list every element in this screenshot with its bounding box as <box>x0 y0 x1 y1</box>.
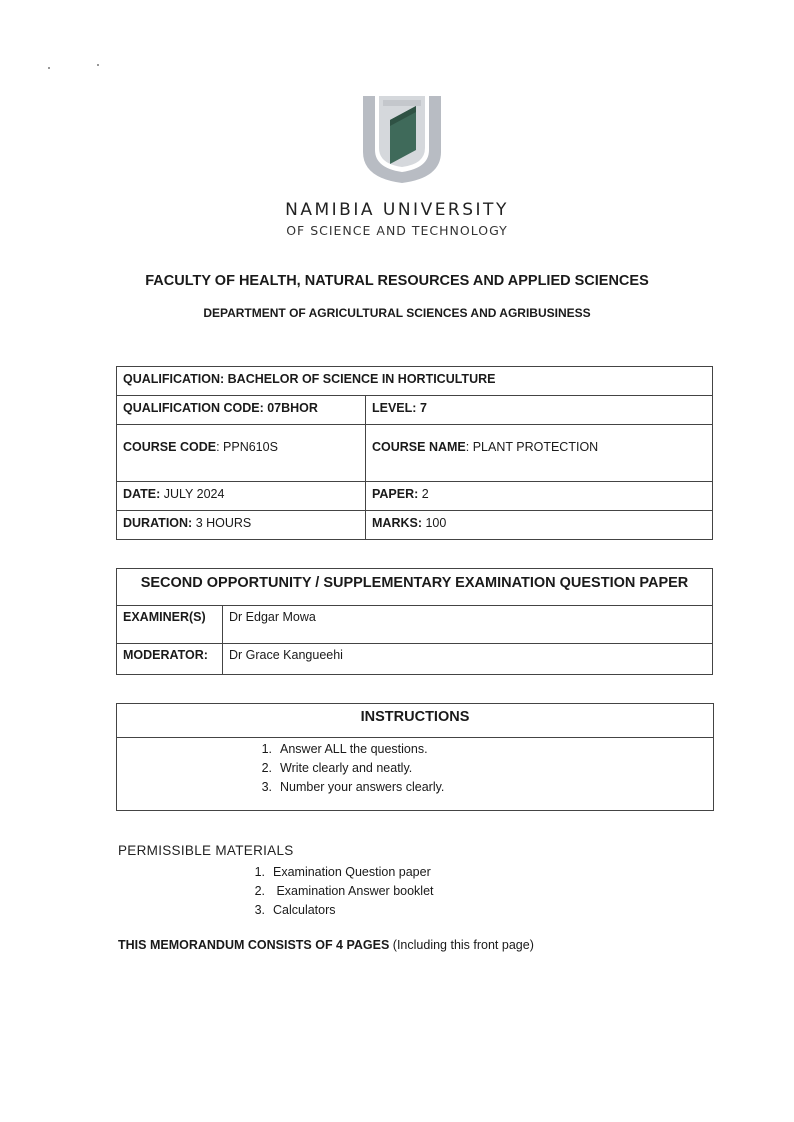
instructions-table <box>116 703 714 811</box>
duration-label: DURATION: <box>123 516 193 530</box>
scan-speck <box>97 64 99 66</box>
exam-title: SECOND OPPORTUNITY / SUPPLEMENTARY EXAMINATION QUESTION PAPER <box>117 569 713 606</box>
department-heading: DEPARTMENT OF AGRICULTURAL SCIENCES AND AGRIBUSINESS <box>203 306 591 320</box>
list-text: Answer ALL the questions. <box>280 742 428 756</box>
instructions-list <box>257 740 444 797</box>
list-text: Examination Question paper <box>273 865 431 879</box>
duration-value: 3 HOURS <box>195 516 252 530</box>
university-shield-logo-icon <box>359 92 445 184</box>
list-item <box>250 882 434 901</box>
moderator-value: Dr Grace Kangueehi <box>223 644 713 675</box>
marks-label: MARKS: <box>372 516 422 530</box>
list-item <box>250 863 434 882</box>
level-label: LEVEL: <box>372 401 417 415</box>
paper-value: 2 <box>421 487 429 501</box>
list-number: 3. <box>254 903 265 917</box>
qualification-value: BACHELOR OF SCIENCE IN HORTICULTURE <box>227 372 496 386</box>
list-text: Number your answers clearly. <box>280 780 445 794</box>
page-count-normal: (Including this front page) <box>389 938 534 952</box>
list-item <box>250 901 434 920</box>
list-item <box>257 740 444 759</box>
qualification-table <box>116 366 713 540</box>
course-name-cell <box>366 425 713 482</box>
list-text: Write clearly and neatly. <box>280 761 413 775</box>
qualification-code-label: QUALIFICATION CODE: <box>123 401 264 415</box>
list-number: 1. <box>254 865 265 879</box>
examiner-label: EXAMINER(S) <box>117 606 223 644</box>
marks-value: 100 <box>425 516 447 530</box>
list-text: Examination Answer booklet <box>273 884 434 898</box>
qualification-label: QUALIFICATION: <box>123 372 225 386</box>
qualification-cell <box>117 367 713 396</box>
list-item <box>257 778 444 797</box>
list-number: 3. <box>261 780 272 794</box>
qualification-code-value: 07BHOR <box>267 401 318 415</box>
date-cell <box>117 482 366 511</box>
list-text: Calculators <box>273 903 336 917</box>
instructions-body <box>117 738 714 811</box>
examiner-value: Dr Edgar Mowa <box>223 606 713 644</box>
course-code-label: COURSE CODE <box>123 440 217 454</box>
university-name: NAMIBIA UNIVERSITY <box>285 200 509 220</box>
course-code-value: : PPN610S <box>216 440 278 454</box>
paper-label: PAPER: <box>372 487 419 501</box>
course-name-value: : PLANT PROTECTION <box>465 440 599 454</box>
date-label: DATE: <box>123 487 161 501</box>
duration-cell <box>117 511 366 540</box>
course-code-cell <box>117 425 366 482</box>
page-count-bold: THIS MEMORANDUM CONSISTS OF 4 PAGES <box>118 938 390 952</box>
university-subtitle: OF SCIENCE AND TECHNOLOGY <box>286 223 508 238</box>
list-number: 1. <box>261 742 272 756</box>
permissible-materials-list <box>250 863 434 920</box>
faculty-heading: FACULTY OF HEALTH, NATURAL RESOURCES AND APPLIED SCIENCES <box>145 273 649 289</box>
marks-cell <box>366 511 713 540</box>
date-value: JULY 2024 <box>163 487 225 501</box>
level-cell <box>366 396 713 425</box>
list-number: 2. <box>254 884 265 898</box>
list-number: 2. <box>261 761 272 775</box>
qualification-code-cell <box>117 396 366 425</box>
scan-speck <box>48 67 50 69</box>
level-value: 7 <box>419 401 427 415</box>
examination-table <box>116 568 713 675</box>
instructions-title: INSTRUCTIONS <box>117 704 714 738</box>
list-item <box>257 759 444 778</box>
paper-cell <box>366 482 713 511</box>
moderator-label: MODERATOR: <box>117 644 223 675</box>
page-count-note <box>118 938 534 952</box>
permissible-materials-heading: PERMISSIBLE MATERIALS <box>118 843 294 858</box>
course-name-label: COURSE NAME <box>372 440 466 454</box>
